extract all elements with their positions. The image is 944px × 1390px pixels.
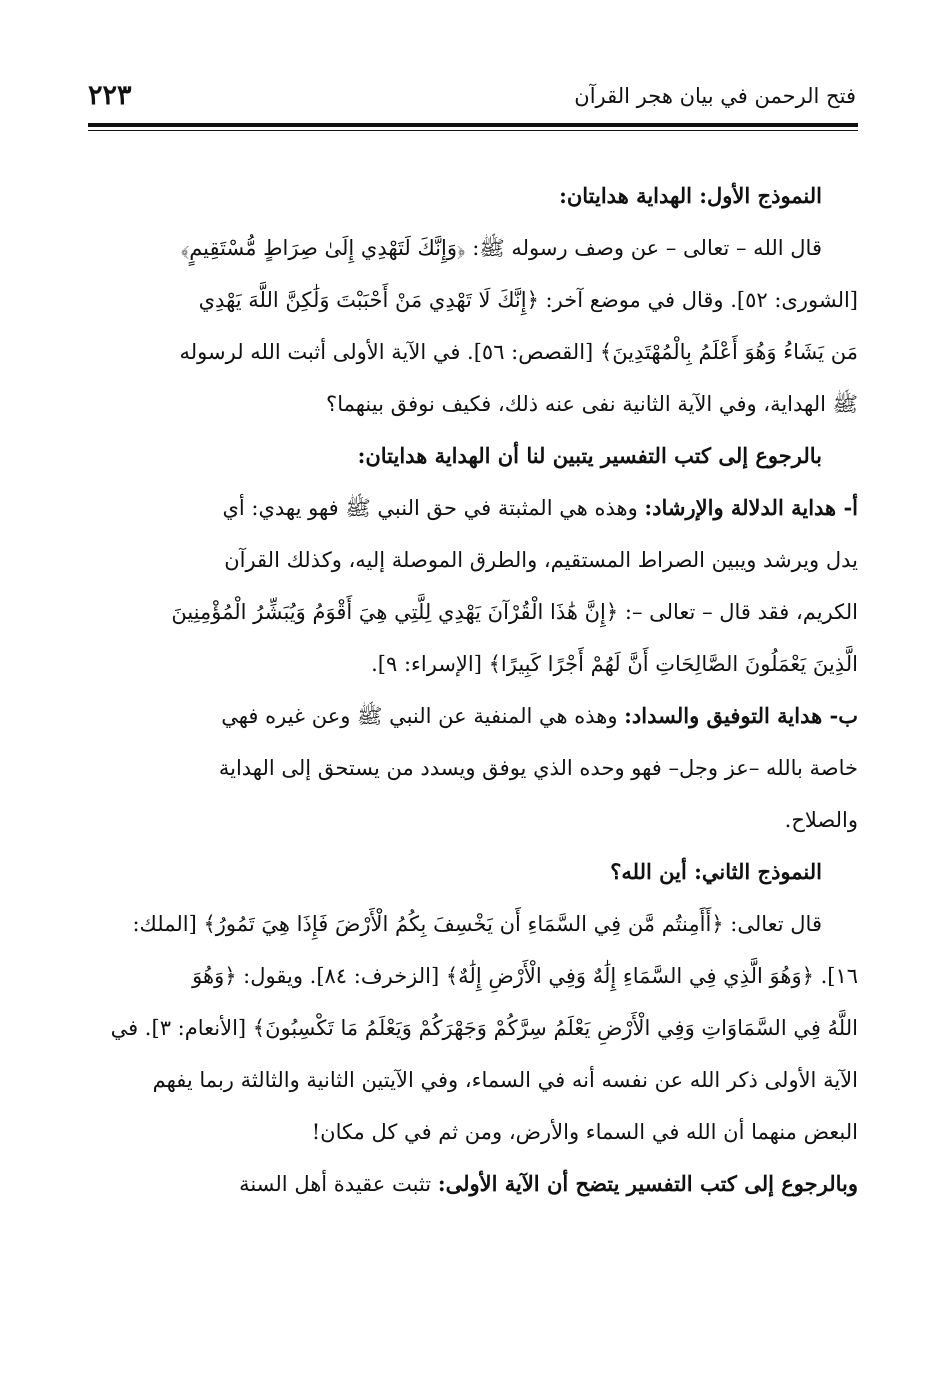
text-line-18: الآية الأولى ذكر الله عن نفسه أنه في السماء، وفي الآيتين الثانية والثالثة ربما يفهم [152, 1068, 858, 1092]
header-rule-thin [88, 130, 858, 131]
line-rest: وهذه هي المنفية عن النبي ﷺ وعن غيره فهي [221, 704, 625, 728]
running-title: فتح الرحمن في بيان هجر القرآن [574, 84, 856, 108]
text-line-4: مَن يَشَاءُ وَهُوَ أَعْلَمُ بِالْمُهْتَدِينَ﴾ [القصص: ٥٦]. في الآية الأولى أثبت الله لرسوله [179, 340, 858, 364]
text-line-17: اللَّهُ فِي السَّمَاوَاتِ وَفِي الْأَرْضِ يَعْلَمُ سِرَّكُمْ وَجَهْرَكُمْ وَيَعْلَمُ مَا تَكْسِبُونَ﴾ [الأنعام: ٣]. في [110, 1016, 858, 1040]
text-line-16: ١٦]. ﴿وَهُوَ الَّذِي فِي السَّمَاءِ إِلَٰهٌ وَفِي الْأَرْضِ إِلَٰهٌ﴾ [الزخرف: ٨٤]. ويقول: ﴿وَهُوَ [192, 964, 858, 988]
text-line-5: ﷺ الهداية، وفي الآية الثانية نفى عنه ذلك، فكيف نوفق بينهما؟ [326, 392, 858, 416]
line-bold-lead: وبالرجوع إلى كتب التفسير يتضح أن الآية الأولى: [437, 1171, 858, 1196]
page-header [88, 82, 856, 122]
page-number: ٢٢٣ [88, 80, 132, 111]
line-rest: وهذه هي المثبتة في حق النبي ﷺ فهو يهدي: أي [222, 496, 645, 520]
line-bold-lead: أ- هداية الدلالة والإرشاد: [644, 495, 858, 520]
body-text [82, 170, 858, 1320]
text-line-9: الكريم، فقد قال – تعالى –: ﴿إِنَّ هَٰذَا الْقُرْآنَ يَهْدِي لِلَّتِي هِيَ أَقْوَمُ وَيُبَشِّرُ الْمُؤْمِنِينَ [171, 600, 858, 624]
text-line-15: قال تعالى: ﴿أَأَمِنتُم مَّن فِي السَّمَاءِ أَن يَخْسِفَ بِكُمُ الْأَرْضَ فَإِذَا هِيَ تَمُورُ﴾ [الملك: [132, 912, 822, 936]
text-line-6: بالرجوع إلى كتب التفسير يتبين لنا أن الهداية هدايتان: [357, 443, 822, 468]
text-line-19: البعض منهما أن الله في السماء والأرض، ومن ثم في كل مكان! [311, 1120, 858, 1144]
text-line-10: الَّذِينَ يَعْمَلُونَ الصَّالِحَاتِ أَنَّ لَهُمْ أَجْرًا كَبِيرًا﴾ [الإسراء: ٩]. [371, 652, 858, 676]
text-line-7 [82, 482, 858, 534]
text-line-11 [82, 690, 858, 742]
line-bold-lead: ب- هداية التوفيق والسداد: [624, 703, 858, 728]
text-line-20 [82, 1158, 858, 1210]
text-line-12: خاصة بالله –عز وجل– فهو وحده الذي يوفق ويسدد من يستحق إلى الهداية [218, 756, 858, 780]
text-line-3: [الشورى: ٥٢]. وقال في موضع آخر: ﴿إِنَّكَ لَا تَهْدِي مَنْ أَحْبَبْتَ وَلَٰكِنَّ اللَّهَ يَهْدِي [198, 288, 858, 312]
text-line-2: قال الله – تعالى – عن وصف رسوله ﷺ: ﴿وَإِنَّكَ لَتَهْدِي إِلَىٰ صِرَاطٍ مُّسْتَقِيمٍ﴾ [180, 236, 822, 260]
text-line-14: النموذج الثاني: أين الله؟ [610, 859, 822, 884]
text-line-8: يدل ويرشد ويبين الصراط المستقيم، والطرق الموصلة إليه، وكذلك القرآن [224, 548, 858, 572]
line-rest: تثبت عقيدة أهل السنة [239, 1172, 438, 1196]
text-line-1: النموذج الأول: الهداية هدايتان: [559, 183, 822, 208]
text-line-13: والصلاح. [784, 808, 858, 832]
header-rule-thick [88, 123, 858, 127]
